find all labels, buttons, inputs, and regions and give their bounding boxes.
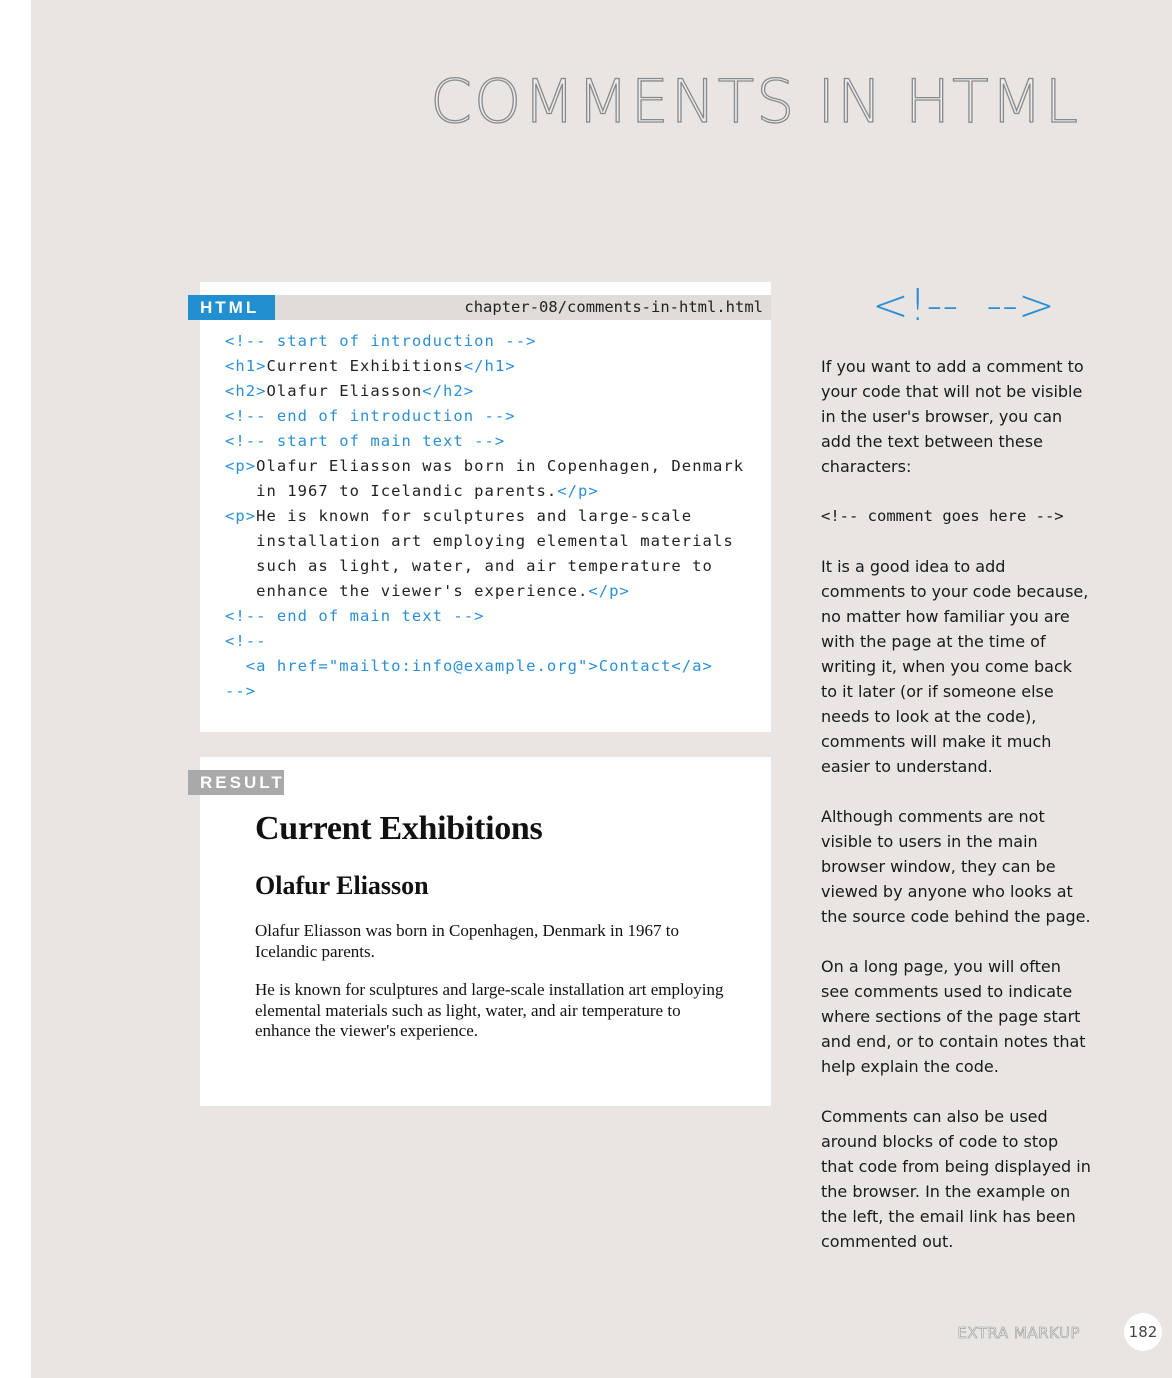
code-line — [225, 482, 599, 500]
code-text-token: in 1967 to Icelandic parents. — [225, 482, 558, 500]
code-markup-token: <!-- end of introduction --> — [225, 407, 516, 425]
result-panel — [200, 757, 771, 1106]
code-line — [225, 682, 256, 700]
result-paragraph-2: He is known for sculptures and large-scale installation art employing elemental materials such as light, water, and air temperature to enhance the viewer's experience. — [255, 980, 724, 1040]
code-text-token: Current Exhibitions — [266, 357, 464, 375]
code-text-token: installation art employing elemental materials — [225, 532, 734, 550]
code-markup-token: <!-- start of main text --> — [225, 432, 506, 450]
code-filename: chapter-08/comments-in-html.html — [464, 298, 763, 316]
code-text-token: Olafur Eliasson was born in Copenhagen, Denmark — [256, 457, 745, 475]
sidebar-paragraph-2: It is a good idea to add comments to your code because, no matter how familiar you are with the page at the time of writing it, when you come back to it later (or if someone else needs to look at the code), comments will make it much easier to understand. — [821, 557, 1089, 776]
code-markup-token: <!-- end of main text --> — [225, 607, 485, 625]
code-line — [225, 432, 505, 450]
code-markup-token: </h1> — [463, 357, 516, 375]
code-markup-token: </p> — [557, 482, 599, 500]
result-tab-label: RESULT — [188, 770, 284, 795]
html-tab-label: HTML — [188, 295, 275, 320]
code-listing — [225, 329, 744, 704]
result-paragraph-1: Olafur Eliasson was born in Copenhagen, Denmark in 1967 to Icelandic parents. — [255, 921, 679, 961]
code-text-token: enhance the viewer's experience. — [225, 582, 589, 600]
code-markup-token: <!-- — [225, 632, 267, 650]
code-line — [225, 407, 516, 425]
code-markup-token: </h2> — [422, 382, 475, 400]
sidebar-paragraph-3: Although comments are not visible to users in the main browser window, they can be viewed by anyone who looks at the source code behind the page. — [821, 807, 1091, 926]
code-markup-token: --> — [225, 682, 257, 700]
sidebar-paragraph-1: If you want to add a comment to your code that will not be visible in the user's browser, you can add the text between these characters: — [821, 357, 1084, 476]
code-line — [225, 357, 516, 375]
page-title: COMMENTS IN HTML — [430, 67, 1080, 137]
result-heading-2: Olafur Eliasson — [255, 871, 429, 900]
sidebar-code-example: <!-- comment goes here --> — [821, 507, 1064, 525]
code-markup-token: <h2> — [225, 382, 267, 400]
code-line — [225, 532, 734, 550]
code-example-panel — [200, 282, 771, 732]
chapter-label: EXTRA MARKUP — [957, 1324, 1080, 1342]
sidebar-paragraph-4: On a long page, you will often see comments used to indicate where sections of the page start and end, or to contain notes that help explain the code. — [821, 957, 1086, 1076]
rendered-result — [255, 809, 735, 1042]
code-markup-token: <h1> — [225, 357, 267, 375]
code-line — [225, 557, 713, 575]
code-line — [225, 507, 692, 525]
code-header-bar — [200, 295, 771, 320]
sidebar-text — [821, 354, 1091, 1279]
code-text-token: He is known for sculptures and large-scale — [256, 507, 693, 525]
page-number: 182 — [1124, 1313, 1162, 1351]
comment-syntax-icon: <!-- --> — [872, 280, 1055, 331]
result-heading-1: Current Exhibitions — [255, 810, 543, 847]
code-markup-token: <!-- start of introduction --> — [225, 332, 537, 350]
code-text-token: such as light, water, and air temperature to — [225, 557, 713, 575]
code-line — [225, 632, 267, 650]
code-line — [225, 607, 485, 625]
code-line — [225, 382, 474, 400]
code-text-token: Olafur Eliasson — [266, 382, 423, 400]
sidebar-paragraph-5: Comments can also be used around blocks of code to stop that code from being displayed in the browser. In the example on the left, the email link has been commented out. — [821, 1107, 1091, 1251]
code-markup-token: <a href="mailto:info@example.org">Contact</a> — [225, 657, 713, 675]
code-line — [225, 457, 744, 475]
code-line — [225, 657, 713, 675]
code-line — [225, 332, 536, 350]
code-markup-token: <p> — [225, 457, 257, 475]
code-line — [225, 582, 630, 600]
code-markup-token: </p> — [588, 582, 630, 600]
code-markup-token: <p> — [225, 507, 257, 525]
